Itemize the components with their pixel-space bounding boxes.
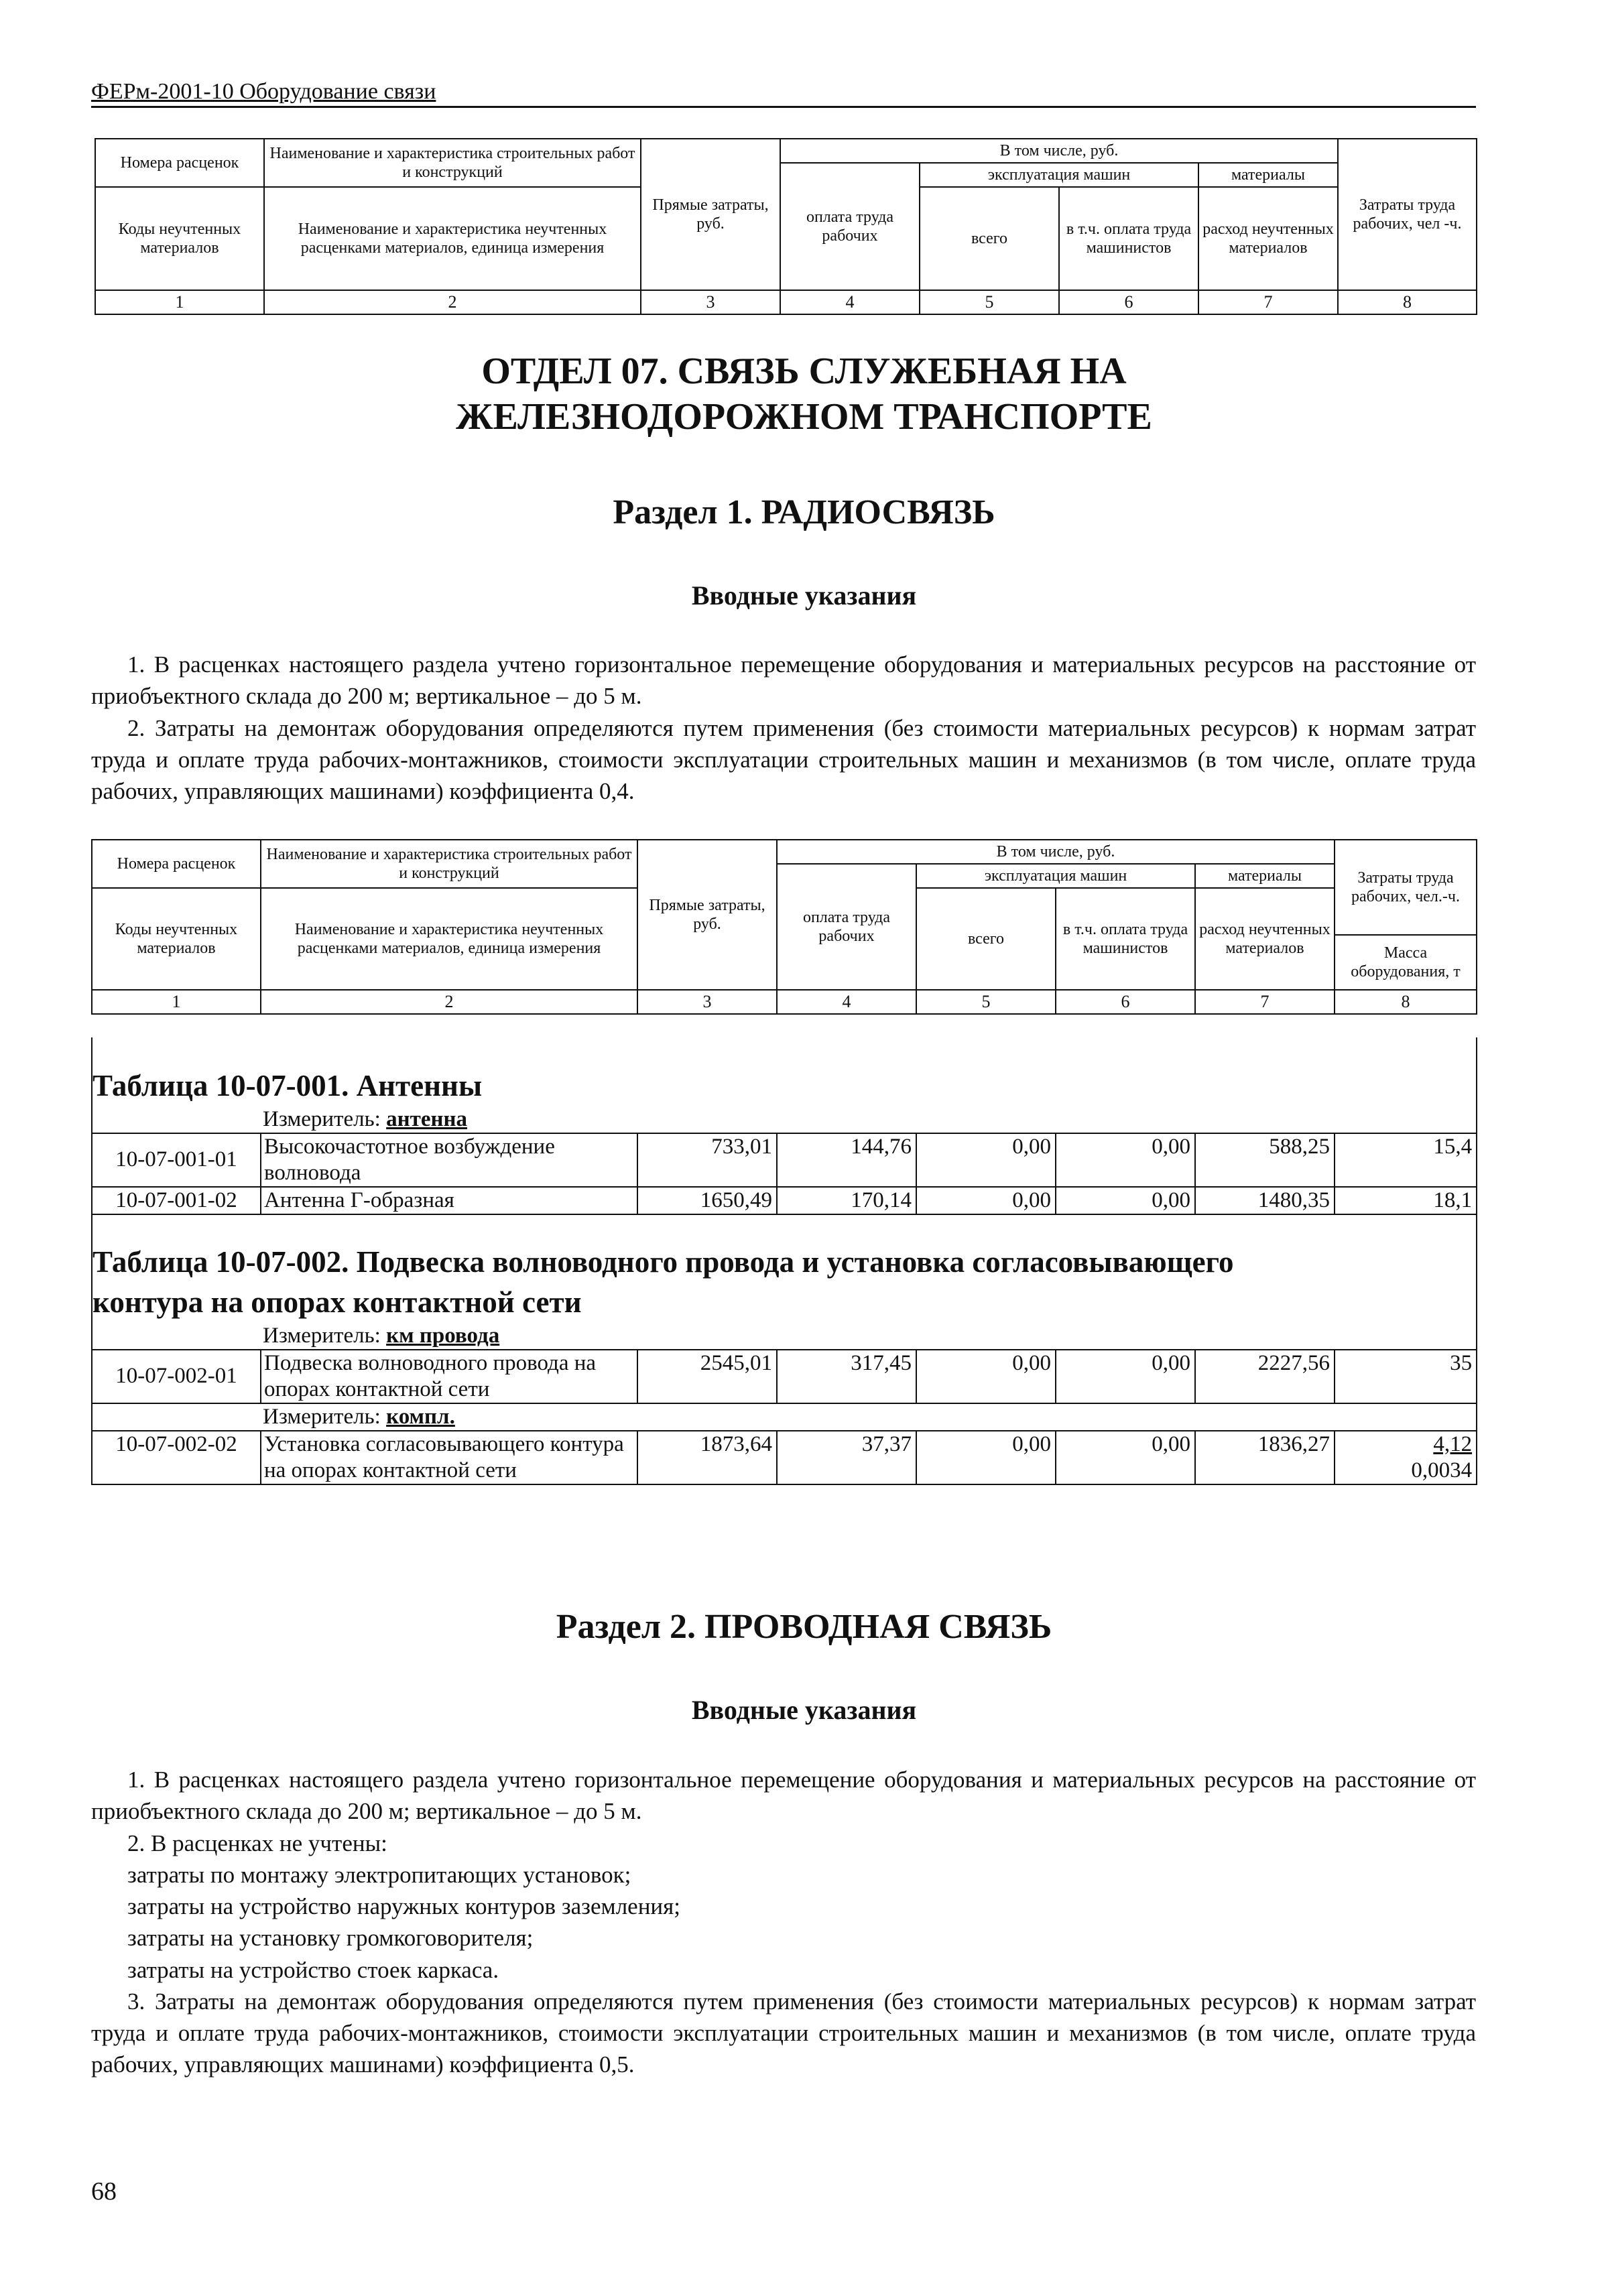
hd2-labor-pay: оплата труда рабочих [777, 864, 916, 990]
page-header [91, 79, 1476, 108]
page-number: 68 [91, 2177, 117, 2206]
column-header-table-1 [95, 138, 1477, 315]
hd2-rates-number: Номера расценок [92, 840, 261, 888]
rate-labor: 170,14 [777, 1187, 916, 1214]
section1-intro-text [91, 649, 1476, 807]
hd2-num-5: 5 [916, 990, 1056, 1014]
rate-materials: 588,25 [1195, 1133, 1335, 1187]
hd1-machines-operators: в т.ч. оплата труда машинистов [1059, 187, 1198, 290]
hd2-num-1: 1 [92, 990, 261, 1014]
hd2-direct-costs: Прямые затраты, руб. [637, 840, 777, 990]
table-002-unit-2 [92, 1404, 1476, 1430]
rate-labor: 317,45 [777, 1350, 916, 1403]
rate-name: Установка согласовывающего контура на опорах контактной сети [261, 1431, 637, 1484]
rate-machines-total: 0,00 [916, 1350, 1056, 1403]
rate-name: Высокочастотное возбуждение волновода [261, 1133, 637, 1187]
hd2-name-unaccounted: Наименование и характеристика неучтенных расценками материалов, единица измерения [261, 888, 637, 990]
department-title: ОТДЕЛ 07. СВЯЗЬ СЛУЖЕБНАЯ НА ЖЕЛЕЗНОДОРОЖНОМ ТРАНСПОРТЕ [456, 350, 1152, 438]
table-row [92, 1350, 1477, 1403]
rate-code: 10-07-001-01 [92, 1133, 261, 1187]
rate-machines-total: 0,00 [916, 1187, 1056, 1214]
hd1-incl: В том числе, руб. [780, 139, 1338, 163]
table-002-unit-1-value: км провода [386, 1324, 500, 1348]
section1-title: Раздел 1. РАДИОСВЯЗЬ [613, 493, 995, 531]
rate-machines-operators: 0,00 [1056, 1431, 1195, 1484]
section1-paragraph-2: 2. Затраты на демонтаж оборудования определяются путем применения (без стоимости материальных ресурсов) к нормам затрат труда и оплате труда рабочих-монтажников, стоимости эксплуатации строительных машин и механизмов (в том числе, оплате труда рабочих, управляющих машинами) коэффициента 0,4. [91, 714, 1476, 804]
rate-equipment-mass: 0,0034 [1411, 1458, 1473, 1482]
hd1-num-3: 3 [641, 290, 780, 314]
rate-code: 10-07-002-02 [92, 1431, 261, 1484]
hd1-num-6: 6 [1059, 290, 1198, 314]
hd2-num-4: 4 [777, 990, 916, 1014]
hd1-materials-unaccounted: расход неучтенных материалов [1198, 187, 1338, 290]
rate-direct: 2545,01 [637, 1350, 777, 1403]
rate-materials: 1836,27 [1195, 1431, 1335, 1484]
table-001-unit [92, 1106, 1476, 1133]
table-002-unit-2-value: компл. [386, 1404, 455, 1429]
hd1-num-4: 4 [780, 290, 920, 314]
section1-intro-heading: Вводные указания [691, 580, 917, 611]
table-row [92, 1133, 1477, 1187]
table-002-unit-1-label: Измеритель: [263, 1324, 381, 1348]
rate-labor-hours: 4,12 [1433, 1431, 1473, 1456]
rate-code: 10-07-002-01 [92, 1350, 261, 1403]
hd2-machines-total: всего [916, 888, 1056, 990]
table-002-title: Таблица 10-07-002. Подвеска волноводного провода и установка согласовывающего контура на опорах контактной сети [92, 1245, 1234, 1320]
rate-labor-hours: 15,4 [1335, 1133, 1477, 1187]
hd2-incl: В том числе, руб. [777, 840, 1335, 864]
page-header-title: ФЕРм-2001-10 Оборудование связи [91, 79, 436, 104]
hd1-labor-pay: оплата труда рабочих [780, 163, 920, 290]
table-001-unit-label: Измеритель: [263, 1106, 381, 1131]
section2-paragraph-3: 3. Затраты на демонтаж оборудования определяются путем применения (без стоимости материальных ресурсов) к нормам затрат труда и оплате труда рабочих-монтажников, стоимости эксплуатации строительных машин и механизмов (в том числе, оплате труда рабочих, управляющих машинами) коэффициента 0,5. [91, 1988, 1476, 2078]
table-001-unit-value: антенна [386, 1106, 468, 1131]
rate-labor-hours: 35 [1335, 1350, 1477, 1403]
rate-labor: 37,37 [777, 1431, 916, 1484]
section2-paragraph-1: 1. В расценках настоящего раздела учтено горизонтальное перемещение оборудования и материальных ресурсов на расстояние от приобъектного склада до 200 м; вертикальное – до 5 м. [91, 1767, 1476, 1825]
hd2-materials: материалы [1195, 864, 1335, 888]
hd1-num-2: 2 [264, 290, 641, 314]
section2-list-item: затраты на установку громкоговорителя; [127, 1925, 534, 1952]
hd1-num-8: 8 [1338, 290, 1477, 314]
hd1-name-unaccounted: Наименование и характеристика неучтенных расценками материалов, единица измерения [264, 187, 641, 290]
hd2-labor-costs: Затраты труда рабочих, чел.-ч. [1335, 840, 1477, 935]
hd1-num-5: 5 [920, 290, 1059, 314]
hd2-equipment-mass: Масса оборудования, т [1335, 935, 1477, 990]
hd2-num-7: 7 [1195, 990, 1335, 1014]
hd1-materials: материалы [1198, 163, 1338, 187]
hd1-codes: Коды неучтенных материалов [95, 187, 264, 290]
section2-title: Раздел 2. ПРОВОДНАЯ СВЯЗЬ [556, 1608, 1052, 1646]
rate-labor: 144,76 [777, 1133, 916, 1187]
section2-list-item: затраты на устройство наружных контуров заземления; [127, 1893, 680, 1919]
rate-direct: 733,01 [637, 1133, 777, 1187]
rate-direct: 1873,64 [637, 1431, 777, 1484]
hd1-labor-costs: Затраты труда рабочих, чел -ч. [1338, 139, 1477, 290]
section2-paragraph-2: 2. В расценках не учтены: [127, 1830, 387, 1856]
hd1-machines: эксплуатация машин [920, 163, 1198, 187]
rate-machines-operators: 0,00 [1056, 1187, 1195, 1214]
hd1-rates-number: Номера расценок [95, 139, 264, 187]
rates-table [91, 1037, 1477, 1485]
table-002-unit-1 [92, 1323, 1476, 1349]
hd1-machines-total: всего [920, 187, 1059, 290]
section2-list-item: затраты на устройство стоек каркаса. [127, 1956, 499, 1983]
hd2-machines-operators: в т.ч. оплата труда машинистов [1056, 888, 1195, 990]
hd2-name-works: Наименование и характеристика строительных работ и конструкций [261, 840, 637, 888]
hd2-num-3: 3 [637, 990, 777, 1014]
hd1-num-7: 7 [1198, 290, 1338, 314]
rate-machines-total: 0,00 [916, 1133, 1056, 1187]
hd1-num-1: 1 [95, 290, 264, 314]
section2-intro-heading: Вводные указания [691, 1695, 917, 1725]
hd2-materials-unaccounted: расход неучтенных материалов [1195, 888, 1335, 990]
rate-machines-total: 0,00 [916, 1431, 1056, 1484]
section2-list-item: затраты по монтажу электропитающих установок; [127, 1861, 631, 1888]
table-002-unit-2-label: Измеритель: [263, 1404, 381, 1429]
table-row [92, 1187, 1477, 1214]
table-001-title: Таблица 10-07-001. Антенны [92, 1069, 483, 1102]
column-header-table-2 [91, 839, 1477, 1015]
section1-paragraph-1: 1. В расценках настоящего раздела учтено горизонтальное перемещение оборудования и материальных ресурсов на расстояние от приобъектного склада до 200 м; вертикальное – до 5 м. [91, 651, 1476, 710]
hd1-name-works: Наименование и характеристика строительных работ и конструкций [264, 139, 641, 187]
hd2-machines: эксплуатация машин [916, 864, 1195, 888]
rate-machines-operators: 0,00 [1056, 1133, 1195, 1187]
hd2-codes: Коды неучтенных материалов [92, 888, 261, 990]
hd2-num-6: 6 [1056, 990, 1195, 1014]
rate-code: 10-07-001-02 [92, 1187, 261, 1214]
rate-name: Подвеска волноводного провода на опорах контактной сети [261, 1350, 637, 1403]
hd1-direct-costs: Прямые затраты, руб. [641, 139, 780, 290]
rate-direct: 1650,49 [637, 1187, 777, 1214]
rate-machines-operators: 0,00 [1056, 1350, 1195, 1403]
rate-materials: 1480,35 [1195, 1187, 1335, 1214]
hd2-num-2: 2 [261, 990, 637, 1014]
rate-labor-hours: 18,1 [1335, 1187, 1477, 1214]
table-row [92, 1431, 1477, 1484]
rate-name: Антенна Г-образная [261, 1187, 637, 1214]
hd2-num-8: 8 [1335, 990, 1477, 1014]
rate-materials: 2227,56 [1195, 1350, 1335, 1403]
section2-intro-text [91, 1764, 1476, 2081]
rate-labor-hours-and-mass [1335, 1431, 1477, 1484]
